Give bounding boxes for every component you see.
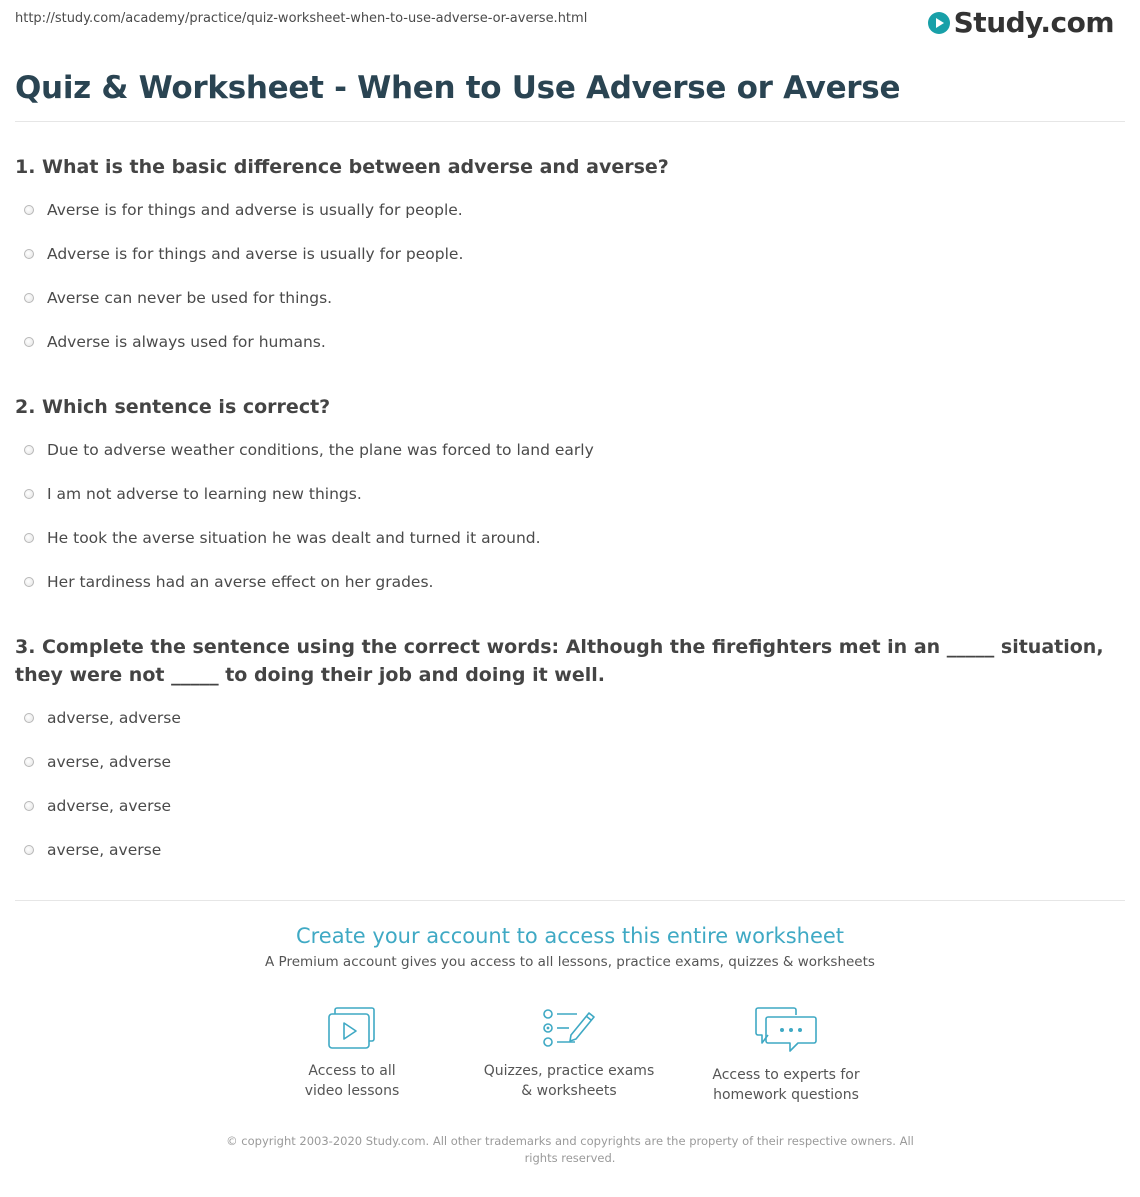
radio-button[interactable] [24, 489, 34, 499]
radio-button[interactable] [24, 801, 34, 811]
feature-video-lessons [252, 1005, 452, 1101]
radio-button[interactable] [24, 845, 34, 855]
answer-text: Adverse is for things and averse is usually for people. [47, 245, 464, 263]
question-3 [15, 633, 1110, 872]
quiz-checklist-icon [541, 1005, 597, 1051]
radio-button[interactable] [24, 293, 34, 303]
question-text: 3. Complete the sentence using the correct words: Although the firefighters met in an _____ situation, they were not _____ to doing their job and doing it well. [15, 636, 1104, 686]
answer-option[interactable] [15, 560, 1110, 604]
answer-text: Due to adverse weather conditions, the plane was forced to land early [47, 441, 594, 459]
question-text: 2. Which sentence is correct? [15, 396, 331, 418]
radio-button[interactable] [24, 249, 34, 259]
answer-text: averse, averse [47, 841, 162, 859]
page-title: Quiz & Worksheet - When to Use Adverse or Averse [15, 70, 901, 106]
page-url: http://study.com/academy/practice/quiz-worksheet-when-to-use-adverse-or-averse.html [15, 11, 588, 26]
radio-button[interactable] [24, 337, 34, 347]
answer-options [15, 188, 1110, 364]
radio-button[interactable] [24, 757, 34, 767]
question-text: 1. What is the basic difference between adverse and averse? [15, 156, 669, 178]
feature-label-line: Quizzes, practice exams [483, 1063, 655, 1079]
radio-button[interactable] [24, 533, 34, 543]
answer-text: averse, adverse [47, 753, 172, 771]
answer-text: Adverse is always used for humans. [47, 333, 326, 351]
answer-option[interactable] [15, 428, 1110, 472]
chat-bubbles-icon [754, 1005, 818, 1055]
radio-button[interactable] [24, 713, 34, 723]
radio-button[interactable] [24, 205, 34, 215]
answer-text: adverse, averse [47, 797, 172, 815]
answer-option[interactable] [15, 828, 1110, 872]
feature-label-line: Access to experts for [712, 1067, 860, 1083]
answer-text: adverse, adverse [47, 709, 181, 727]
signup-cta [0, 924, 1140, 970]
answer-text: Her tardiness had an averse effect on her grades. [47, 573, 434, 591]
feature-label-line: Access to all [308, 1063, 396, 1079]
cta-subtitle: A Premium account gives you access to all lessons, practice exams, quizzes & worksheets [265, 954, 875, 970]
answer-text: I am not adverse to learning new things. [47, 485, 362, 503]
feature-quizzes [469, 1005, 669, 1101]
logo-text: Study.com [953, 6, 1114, 39]
cta-title-link[interactable]: Create your account to access this entire worksheet [295, 924, 845, 948]
answer-option[interactable] [15, 232, 1110, 276]
answer-option[interactable] [15, 472, 1110, 516]
answer-text: Averse can never be used for things. [47, 289, 333, 307]
answer-options [15, 428, 1110, 604]
answer-options [15, 696, 1110, 872]
answer-option[interactable] [15, 276, 1110, 320]
radio-button[interactable] [24, 445, 34, 455]
answer-option[interactable] [15, 784, 1110, 828]
question-1 [15, 153, 1110, 364]
answer-option[interactable] [15, 320, 1110, 364]
feature-label-line: video lessons [304, 1083, 400, 1099]
answer-option[interactable] [15, 188, 1110, 232]
answer-text: He took the averse situation he was dealt and turned it around. [47, 529, 541, 547]
feature-experts [686, 1005, 886, 1105]
answer-text: Averse is for things and adverse is usually for people. [47, 201, 463, 219]
feature-label-line: homework questions [713, 1087, 859, 1103]
study-logo[interactable] [928, 6, 1114, 39]
copyright-notice: © copyright 2003-2020 Study.com. All other trademarks and copyrights are the property of their respective owners. All rights reserved. [226, 1134, 914, 1165]
radio-button[interactable] [24, 577, 34, 587]
play-logo-icon [928, 12, 950, 34]
feature-label-line: & worksheets [521, 1083, 617, 1099]
answer-option[interactable] [15, 696, 1110, 740]
title-divider [15, 121, 1125, 122]
answer-option[interactable] [15, 740, 1110, 784]
question-2 [15, 393, 1110, 604]
answer-option[interactable] [15, 516, 1110, 560]
video-lessons-icon [326, 1005, 378, 1051]
cta-divider [15, 900, 1125, 901]
